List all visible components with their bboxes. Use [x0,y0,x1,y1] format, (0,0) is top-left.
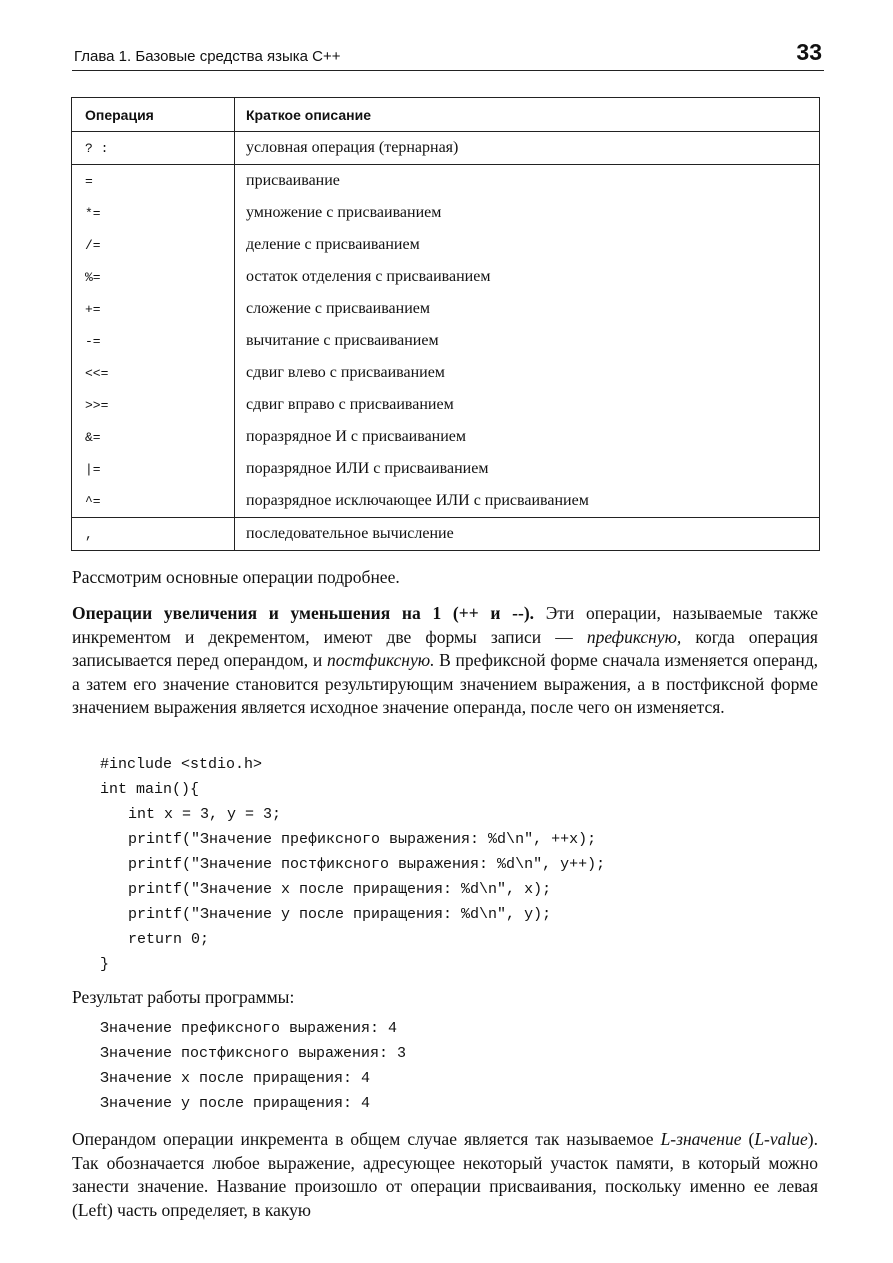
running-title: Глава 1. Базовые средства языка С++ [74,48,341,65]
operation-cell: /= [72,229,235,261]
paragraph-text: Операндом операции инкремента в общем случае является так называемое [72,1129,661,1149]
code-line: int x = 3, y = 3; [128,806,282,823]
table-row [72,293,820,325]
description-cell: вычитание с присваиванием [235,325,820,357]
page-header [72,36,824,71]
page-number: 33 [796,39,822,65]
intro-paragraph: Рассмотрим основные операции подробнее. [72,567,400,587]
operation-cell: %= [72,261,235,293]
operation-cell: = [72,165,235,198]
column-header-operation: Операция [72,98,235,132]
description-cell: присваивание [235,165,820,198]
operation-cell: ? : [72,132,235,165]
table-row [72,421,820,453]
term-lvalue-en: L-value [754,1129,808,1149]
description-cell: условная операция (тернарная) [235,132,820,165]
table-row [72,485,820,518]
code-line: } [100,956,110,973]
term-postfix: постфиксную. [326,650,435,670]
operation-cell: &= [72,421,235,453]
description-cell: сдвиг вправо с присваиванием [235,389,820,421]
operation-cell: >>= [72,389,235,421]
description-cell: остаток отделения с присваиванием [235,261,820,293]
table-row [72,165,820,198]
description-cell: поразрядное ИЛИ с присваиванием [235,453,820,485]
operations-table [71,97,820,551]
table-row [72,518,820,551]
output-line: Значение у после приращения: 4 [100,1095,371,1112]
operation-cell: -= [72,325,235,357]
code-line: printf("Значение х после приращения: %d\n", x); [128,881,552,898]
table-row [72,132,820,165]
table-row [72,453,820,485]
paragraph-text: ( [741,1129,755,1149]
code-line: printf("Значение префиксного выражения: %d\n", ++x); [128,831,597,848]
table-row [72,389,820,421]
operation-cell: += [72,293,235,325]
paragraph-text: ). Так обозначается любое выражение, адресующее некоторый участок памяти, в который можно занести значение. Название произошло от операции присваивания, поскольку именно ее левая (Left) часть определяет, в какую [72,1129,818,1220]
operation-cell: , [72,518,235,551]
section-heading: Операции увеличения и уменьшения на 1 (++ и --). [72,603,535,623]
code-line: return 0; [128,931,210,948]
description-cell: сложение с присваиванием [235,293,820,325]
table-row [72,229,820,261]
output-line: Значение префиксного выражения: 4 [100,1020,398,1037]
description-cell: поразрядное исключающее ИЛИ с присваиванием [235,485,820,518]
table-row [72,357,820,389]
paragraph-text: когда операция записывается перед операндом, и [72,626,818,670]
increment-paragraph [72,602,818,720]
description-cell: деление с присваиванием [235,229,820,261]
code-listing [100,752,605,977]
column-header-description: Краткое описание [235,98,820,132]
code-line: #include <stdio.h> [100,756,263,773]
output-line: Значение постфиксного выражения: 3 [100,1045,407,1062]
description-cell: поразрядное И с присваиванием [235,421,820,453]
program-output [100,1016,406,1116]
code-line: printf("Значение постфиксного выражения: %d\n", y++); [128,856,606,873]
term-prefix: префиксную, [586,626,682,647]
lvalue-paragraph [72,1128,818,1222]
term-lvalue-ru: L-значение [660,1129,742,1149]
description-cell: последовательное вычисление [235,518,820,551]
table-header-row [72,98,820,132]
result-label: Результат работы программы: [72,987,295,1007]
table-row [72,261,820,293]
table-row [72,197,820,229]
code-line: int main(){ [100,781,200,798]
operation-cell: |= [72,453,235,485]
operation-cell: *= [72,197,235,229]
table-row [72,325,820,357]
description-cell: сдвиг влево с присваиванием [235,357,820,389]
paragraph-text: Эти операции, называемые также инкрементом и декрементом, имеют две формы записи — [72,603,818,647]
code-line: printf("Значение у после приращения: %d\n", y); [128,906,552,923]
operation-cell: <<= [72,357,235,389]
operation-cell: ^= [72,485,235,518]
description-cell: умножение с присваиванием [235,197,820,229]
paragraph-text: В префиксной форме сначала изменяется операнд, а затем его значение становится результирующим значением выражения, а в постфиксной форме значением выражения является исходное значение операнда, после чего он изменяется. [72,650,818,717]
output-line: Значение х после приращения: 4 [100,1070,371,1087]
table-body [72,132,820,551]
